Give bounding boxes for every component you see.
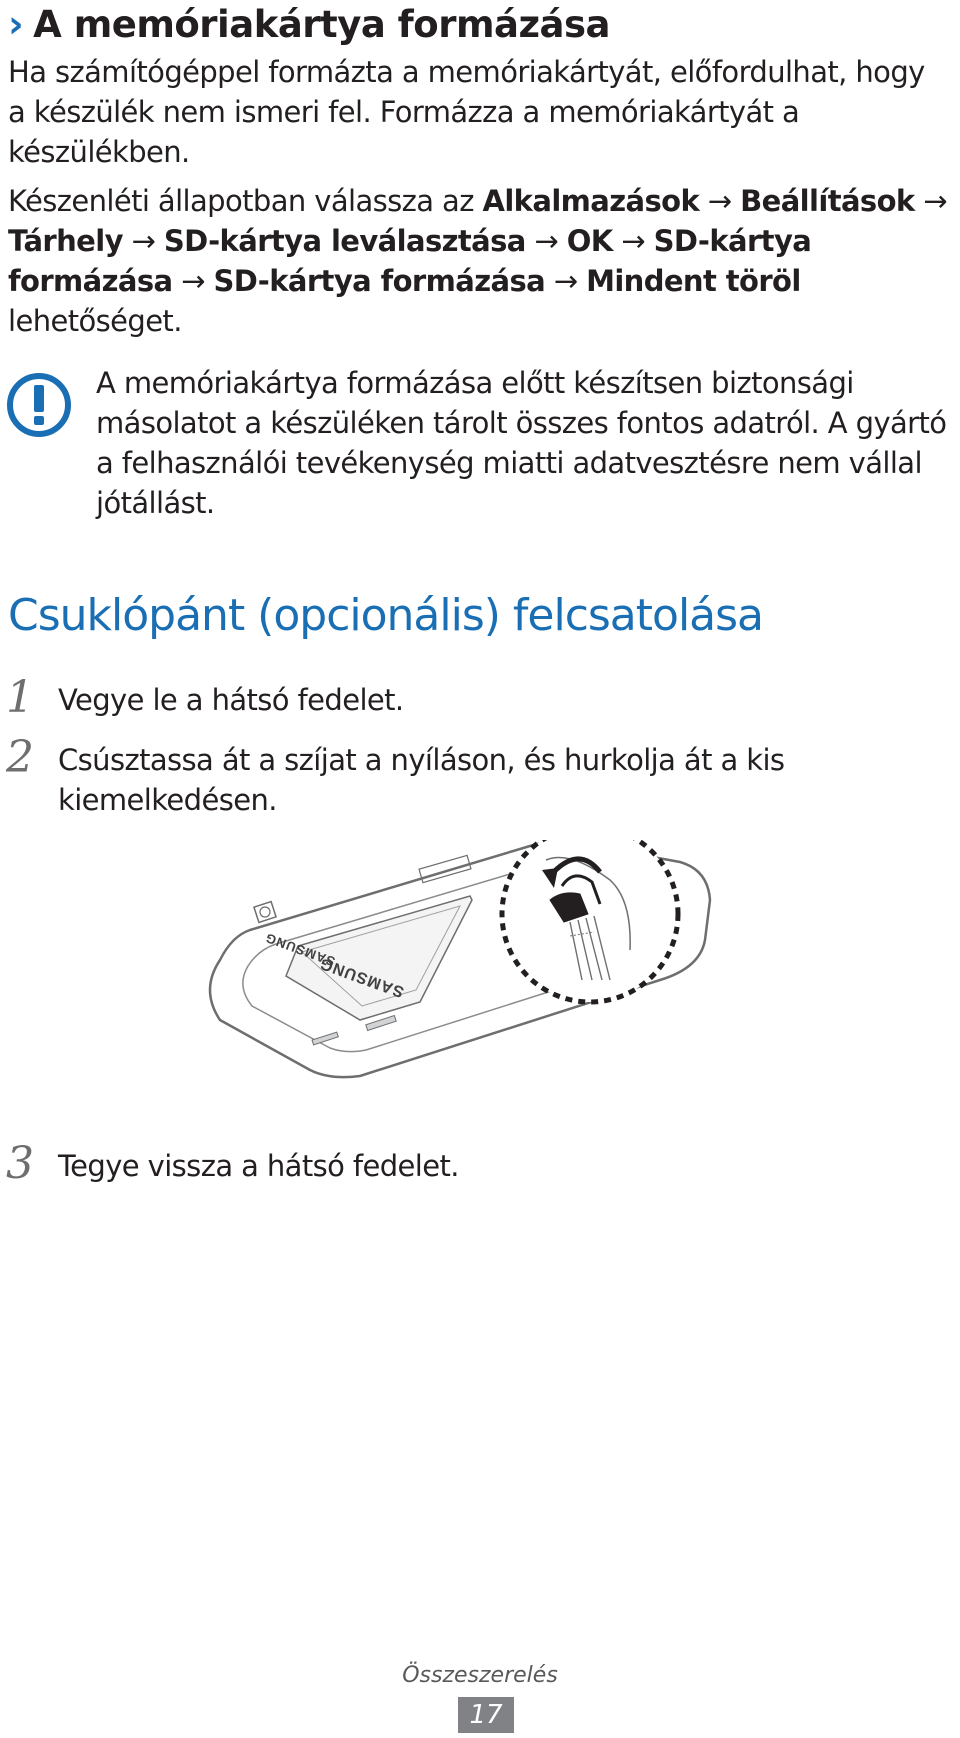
instruction-lead: Készenléti állapotban válassza az (8, 184, 483, 218)
menu-step: SD-kártya formázása (213, 264, 546, 298)
intro-paragraph: Ha számítógéppel formázta a memóriakártyát, előfordulhat, hogy a készülék nem ismeri fel. Formázza a memóriakártyát a készülékben. (8, 55, 925, 169)
step-text: Vegye le a hátsó fedelet. (58, 683, 404, 717)
step-number: 2 (6, 732, 34, 783)
brand-label-small: SAMSUNG (262, 930, 338, 970)
menu-step: SD-kártya leválasztása (163, 224, 526, 258)
chevron-right-icon: › (8, 2, 24, 46)
phone-strap-illustration (190, 840, 780, 1100)
brand-label: SAMSUNG (317, 953, 407, 1001)
warning-text: A memóriakártya formázása előtt készítsen biztonsági másolatot a készüléken tárolt összes fontos adatról. A gyártó a felhasználói tevékenység miatti adatvesztésre nem vállal jótállást. (96, 366, 947, 520)
step-text: Tegye vissza a hátsó fedelet. (58, 1149, 459, 1183)
arrow-icon: → (707, 184, 732, 218)
footer-chapter-label: Összeszerelés (402, 1663, 558, 1688)
menu-step: Mindent töröl (586, 264, 801, 298)
menu-step: Alkalmazások (482, 184, 700, 218)
instruction-tail: lehetőséget. (8, 304, 182, 338)
menu-step: Beállítások (740, 184, 915, 218)
arrow-icon: → (131, 224, 156, 258)
arrow-icon: → (923, 184, 947, 218)
instruction-paragraph (8, 181, 948, 341)
menu-step: SD-kártya formázása (8, 224, 812, 298)
menu-step: OK (566, 224, 613, 258)
subsection-title: A memóriakártya formázása (33, 2, 610, 46)
arrow-icon: → (181, 264, 205, 298)
subsection-heading (8, 2, 610, 46)
warning-icon (6, 372, 72, 438)
step-number: 1 (6, 672, 34, 723)
arrow-icon: → (621, 224, 645, 258)
arrow-icon: → (553, 264, 578, 298)
arrow-icon: → (534, 224, 559, 258)
step-text: Csúsztassa át a szíjat a nyíláson, és hurkolja át a kis kiemelkedésen. (58, 743, 785, 817)
menu-step: Tárhely (8, 224, 123, 258)
page-number: 17 (458, 1697, 514, 1733)
section-heading: Csuklópánt (opcionális) felcsatolása (8, 590, 764, 641)
step-number: 3 (6, 1138, 34, 1189)
